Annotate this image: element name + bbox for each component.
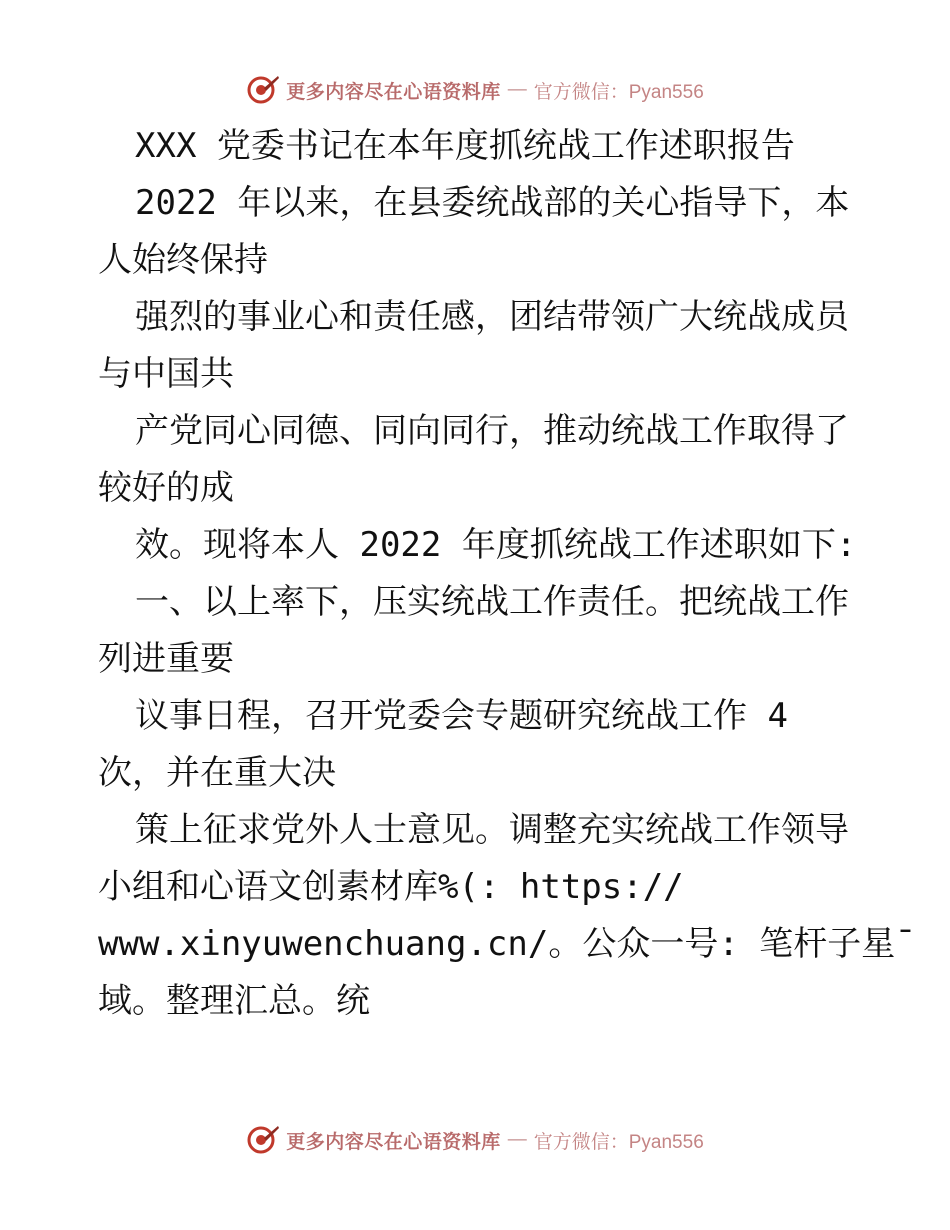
paragraph-line: 策上征求党外人士意见。调整充实统战工作领导 (135, 810, 849, 850)
paragraph-line: 列进重要 (98, 639, 234, 679)
paragraph-line: 较好的成 (98, 468, 234, 508)
header-banner (0, 70, 950, 110)
document-body (98, 118, 916, 1030)
footer-banner-contact: 官方微信：Pyan556 (533, 1131, 704, 1153)
footer-banner (0, 1120, 950, 1160)
header-banner-text: 更多内容尽在心语资料库 (286, 80, 501, 103)
paragraph-line: 产党同心同德、同向同行，推动统战工作取得了 (135, 411, 849, 451)
paragraph-line: 一、以上率下，压实统战工作责任。把统战工作 (135, 582, 849, 622)
paragraph-line: 效。现将本人 2022 年度抓统战工作述职如下: (135, 525, 857, 565)
paragraph-line: 人始终保持 (98, 240, 268, 280)
paragraph-line: 小组和心语文创素材库%(: https:// (98, 867, 684, 907)
footer-banner-dash: — (507, 1129, 527, 1150)
paragraph-line: 与中国共 (98, 354, 234, 394)
paragraph-line: 议事日程，召开党委会专题研究统战工作 4 (135, 696, 788, 736)
paragraph-line: www.xinyuwenchuang.cn/。公众一号: 笔杆子星¯ (98, 924, 916, 964)
red-pen-logo-icon (246, 1123, 280, 1157)
header-banner-contact: 官方微信：Pyan556 (533, 81, 704, 103)
paragraph-line: 强烈的事业心和责任感，团结带领广大统战成员 (135, 297, 849, 337)
red-pen-logo-icon (246, 73, 280, 107)
paragraph-line: 次，并在重大决 (98, 753, 336, 793)
footer-banner-text: 更多内容尽在心语资料库 (286, 1130, 501, 1153)
paragraph-line: 域。整理汇总。统 (98, 981, 370, 1021)
header-banner-dash: — (507, 79, 527, 100)
document-title: XXX 党委书记在本年度抓统战工作述职报告 (135, 126, 795, 166)
paragraph-line: 2022 年以来，在县委统战部的关心指导下，本 (135, 183, 850, 223)
